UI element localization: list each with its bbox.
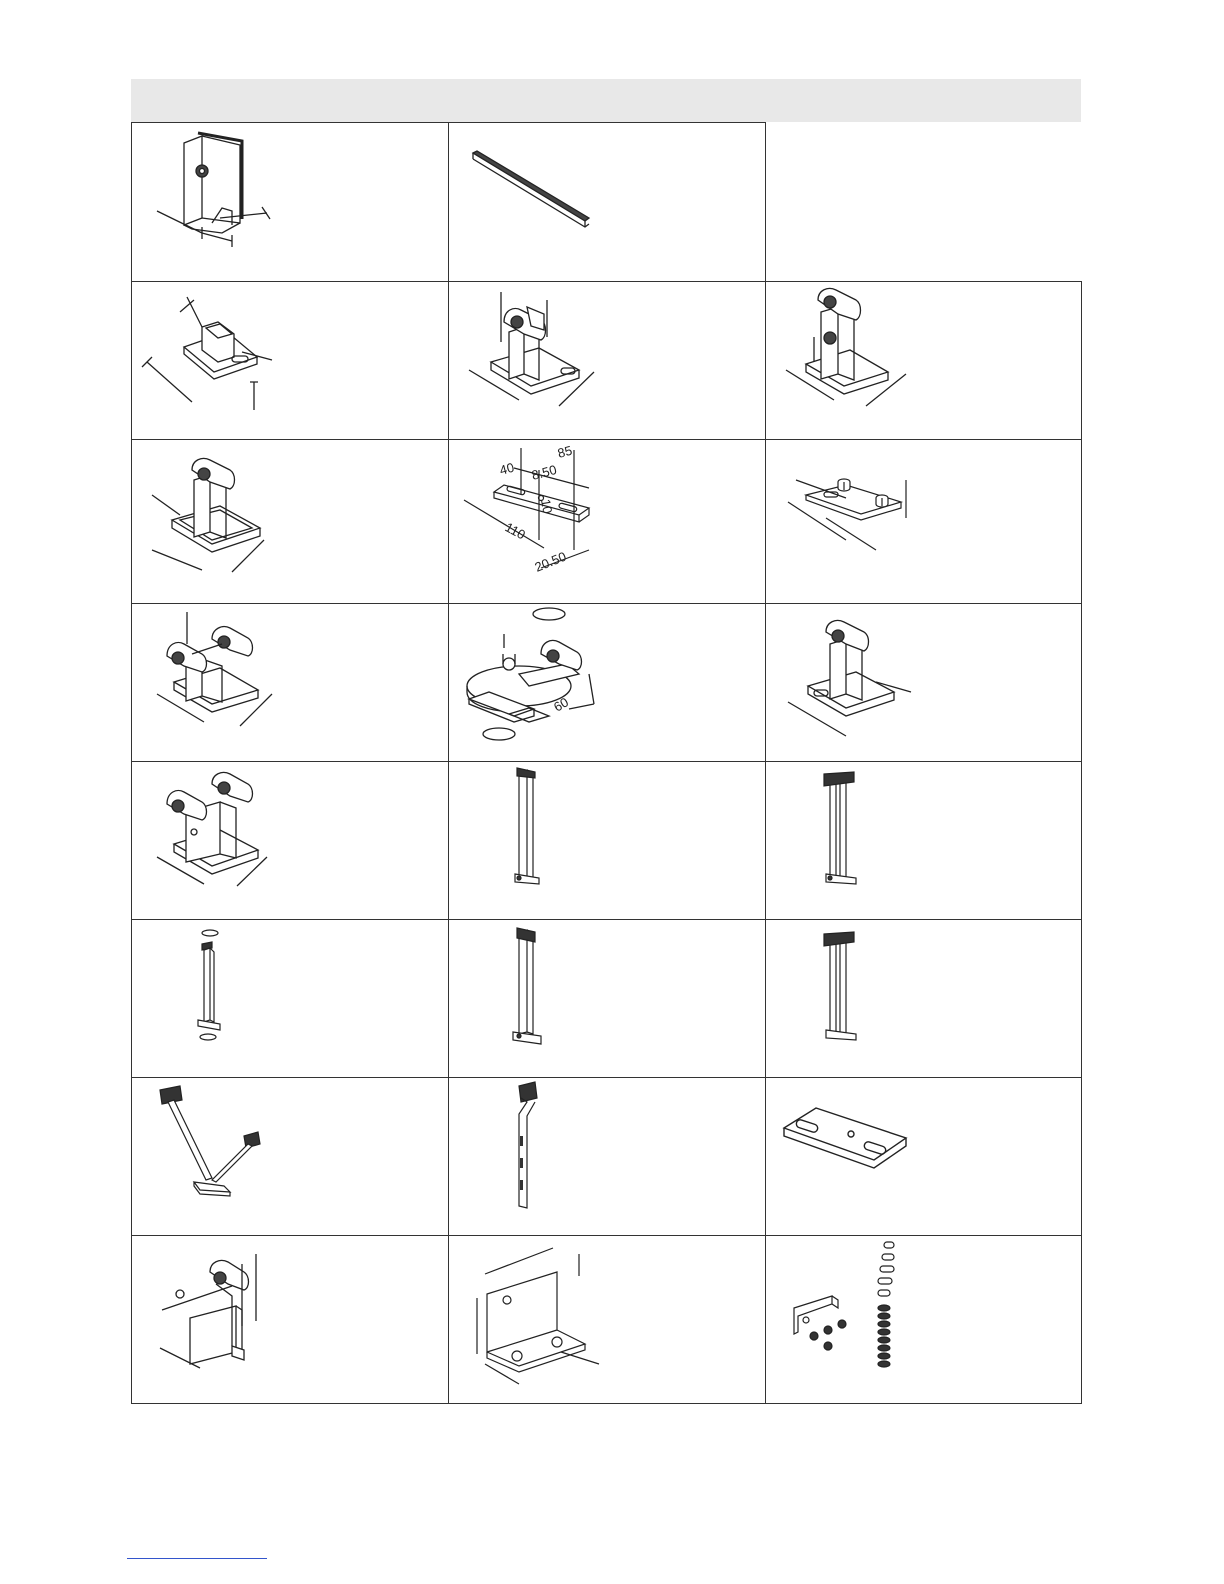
grid-right-border-top [765,122,766,281]
dim-60: 60 [551,694,572,715]
swivel-long-post-icon [132,920,449,1078]
long-double-post-icon [766,762,1083,920]
cell-r5c2 [448,761,765,919]
rubber-strip-icon [449,123,766,282]
cell-r1c2 [448,122,765,281]
cell-r6c3 [765,919,1082,1077]
cell-r3c1 [131,439,448,603]
double-clamp-block-icon [132,762,449,920]
cell-r8c1 [131,1235,448,1404]
cell-r2c3 [765,281,1082,439]
flat-bar-dimensioned-icon [449,440,766,604]
cell-r6c1 [131,919,448,1077]
slotted-hanger-strap-icon [449,1078,766,1236]
grid-bottom-border [131,1403,1082,1404]
single-clamp-post-icon [449,282,766,440]
dim-40: 40 [497,459,516,478]
swivel-clamp-bracket-icon [449,604,766,762]
tall-clamp-post-icon [766,282,1083,440]
v-strut-icon [132,1078,449,1236]
long-double-post-clamp-icon [766,920,1083,1078]
cell-r1c1 [131,122,448,281]
clamp-post-wide-base-icon [132,440,449,604]
double-clamp-post-icon [132,604,449,762]
grid-right-border [1081,281,1082,1404]
glass-clamp-icon [132,123,449,282]
cell-r8c2 [448,1235,765,1404]
slotted-base-plate-icon [766,1078,1083,1236]
cell-r7c2 [448,1077,765,1235]
cell-r4c3 [765,603,1082,761]
dim-20-50: 20.50 [532,548,569,575]
cell-r3c3 [765,439,1082,603]
tube-socket-base-icon [132,282,449,440]
cell-r5c1 [131,761,448,919]
fixing-kit-icon [766,1236,1083,1405]
long-single-post-clamp-icon [449,920,766,1078]
dim-110: 110 [502,519,528,543]
cell-r7c1 [131,1077,448,1235]
footer-link-underline[interactable] [127,1558,267,1559]
plate-with-bolts-icon [766,440,1083,604]
cell-r7c3 [765,1077,1082,1235]
dim-8-50: 8.50 [529,461,559,483]
cell-r6c2 [448,919,765,1077]
dim-10: 10 [538,497,556,515]
angle-bracket-icon [449,1236,766,1405]
table-header-band [131,79,1081,122]
dim-85: 85 [555,442,574,461]
angle-clamp-bracket-icon [132,1236,449,1405]
cell-r4c2 [448,603,765,761]
cell-r5c3 [765,761,1082,919]
cell-r3c2 [448,439,765,603]
parts-grid [131,122,1082,1404]
cell-r8c3 [765,1235,1082,1404]
cell-r4c1 [131,603,448,761]
long-single-post-icon [449,762,766,920]
cell-r2c1 [131,281,448,439]
clamp-post-slotted-base-icon [766,604,1083,762]
cell-r2c2 [448,281,765,439]
